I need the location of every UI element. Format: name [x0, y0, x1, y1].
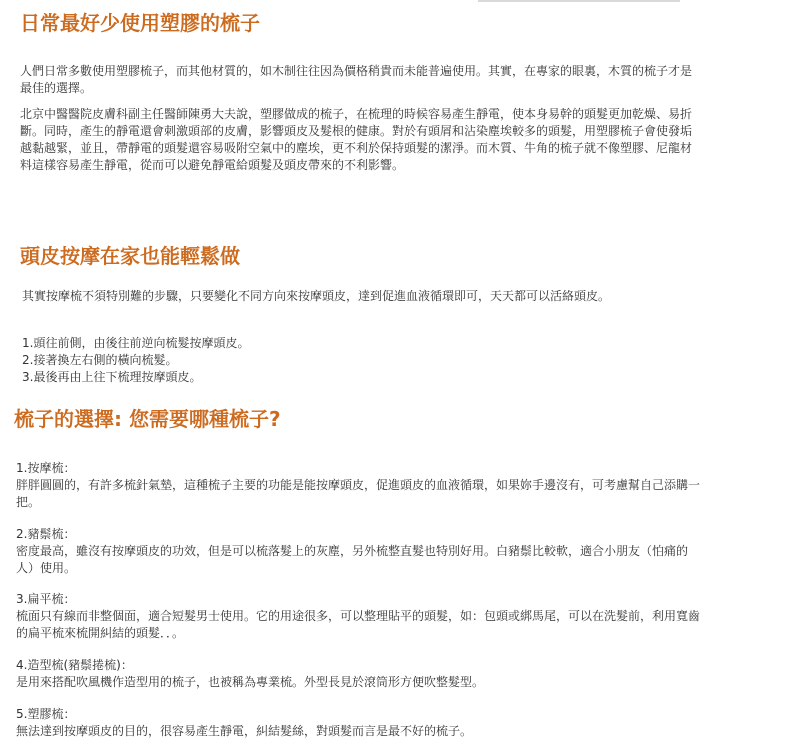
massage-step: 2.接著換左右側的橫向梳髮。: [22, 353, 178, 367]
top-divider: [478, 0, 680, 2]
section-heading-scalp-massage: 頭皮按摩在家也能輕鬆做: [20, 244, 240, 268]
comb-type-title: 4.造型梳(豬鬃捲梳)：: [16, 658, 133, 672]
comb-type-description: 是用來搭配吹風機作造型用的梳子，也被稱為專業梳。外型長見於滾筒形方便吹整髮型。: [16, 675, 485, 689]
comb-type-item: [16, 526, 704, 577]
comb-type-item: [16, 591, 704, 642]
comb-type-description: 胖胖圓圓的，有許多梳針氣墊，這種梳子主要的功能是能按摩頭皮，促進頭皮的血液循環，如果妳手邊沒有，可考慮幫自己添購一把。: [16, 478, 701, 509]
paragraph-doctor-quote: 北京中醫醫院皮膚科副主任醫師陳勇大夫說，塑膠做成的梳子，在梳理的時候容易產生靜電，使本身易幹的頭髮更加乾燥、易折斷。同時，產生的靜電還會刺激頭部的皮膚，影響頭皮及髮根的健康。對於有頭屑和沾染塵埃較多的頭髮，用塑膠梳子會使發垢越黏越緊，並且，帶靜電的頭髮還容易吸附空氣中的塵埃，更不利於保持頭髮的潔淨。而木質、牛角的梳子就不像塑膠、尼龍材料這樣容易產生靜電，從而可以避免靜電給頭髮及頭皮帶來的不利影響。: [20, 107, 693, 172]
paragraph-massage-intro: 其實按摩梳不須特別難的步驟，只要變化不同方向來按摩頭皮，達到促進血液循環即可，天天都可以活絡頭皮。: [22, 289, 611, 303]
comb-type-title: 2.豬鬃梳：: [16, 527, 76, 541]
massage-step: 1.頭往前側，由後往前逆向梳髮按摩頭皮。: [22, 336, 250, 350]
comb-type-item: [16, 460, 704, 511]
section-heading-plastic-comb: 日常最好少使用塑膠的梳子: [20, 11, 260, 35]
comb-type-description: 密度最高，雖沒有按摩頭皮的功效，但是可以梳落髮上的灰塵，另外梳整直髮也特別好用。白豬鬃比較軟，適合小朋友（怕痛的人）使用。: [16, 544, 689, 575]
section-heading-comb-choice: 梳子的選擇: 您需要哪種梳子?: [14, 407, 281, 431]
comb-type-title: 3.扁平梳：: [16, 592, 76, 606]
comb-type-title: 1.按摩梳：: [16, 461, 76, 475]
comb-type-description: 梳面只有線而非整個面，適合短髮男士使用。它的用途很多，可以整理貼平的頭髮，如：包頭或綁馬尾，可以在洗髮前，利用寬齒的扁平梳來梳開糾結的頭髮．．。: [16, 609, 701, 640]
massage-step: 3.最後再由上往下梳理按摩頭皮。: [22, 370, 202, 384]
paragraph-intro: 人們日常多數使用塑膠梳子，而其他材質的，如木制往往因為價格稍貴而未能普遍使用。其實，在專家的眼裏，木質的梳子才是最佳的選擇。: [20, 64, 693, 95]
comb-type-description: 無法達到按摩頭皮的目的，很容易產生靜電，糾結髮絲，對頭髮而言是最不好的梳子。: [16, 724, 473, 738]
comb-type-item: [16, 706, 704, 740]
comb-type-title: 5.塑膠梳：: [16, 707, 76, 721]
comb-type-item: [16, 657, 704, 691]
